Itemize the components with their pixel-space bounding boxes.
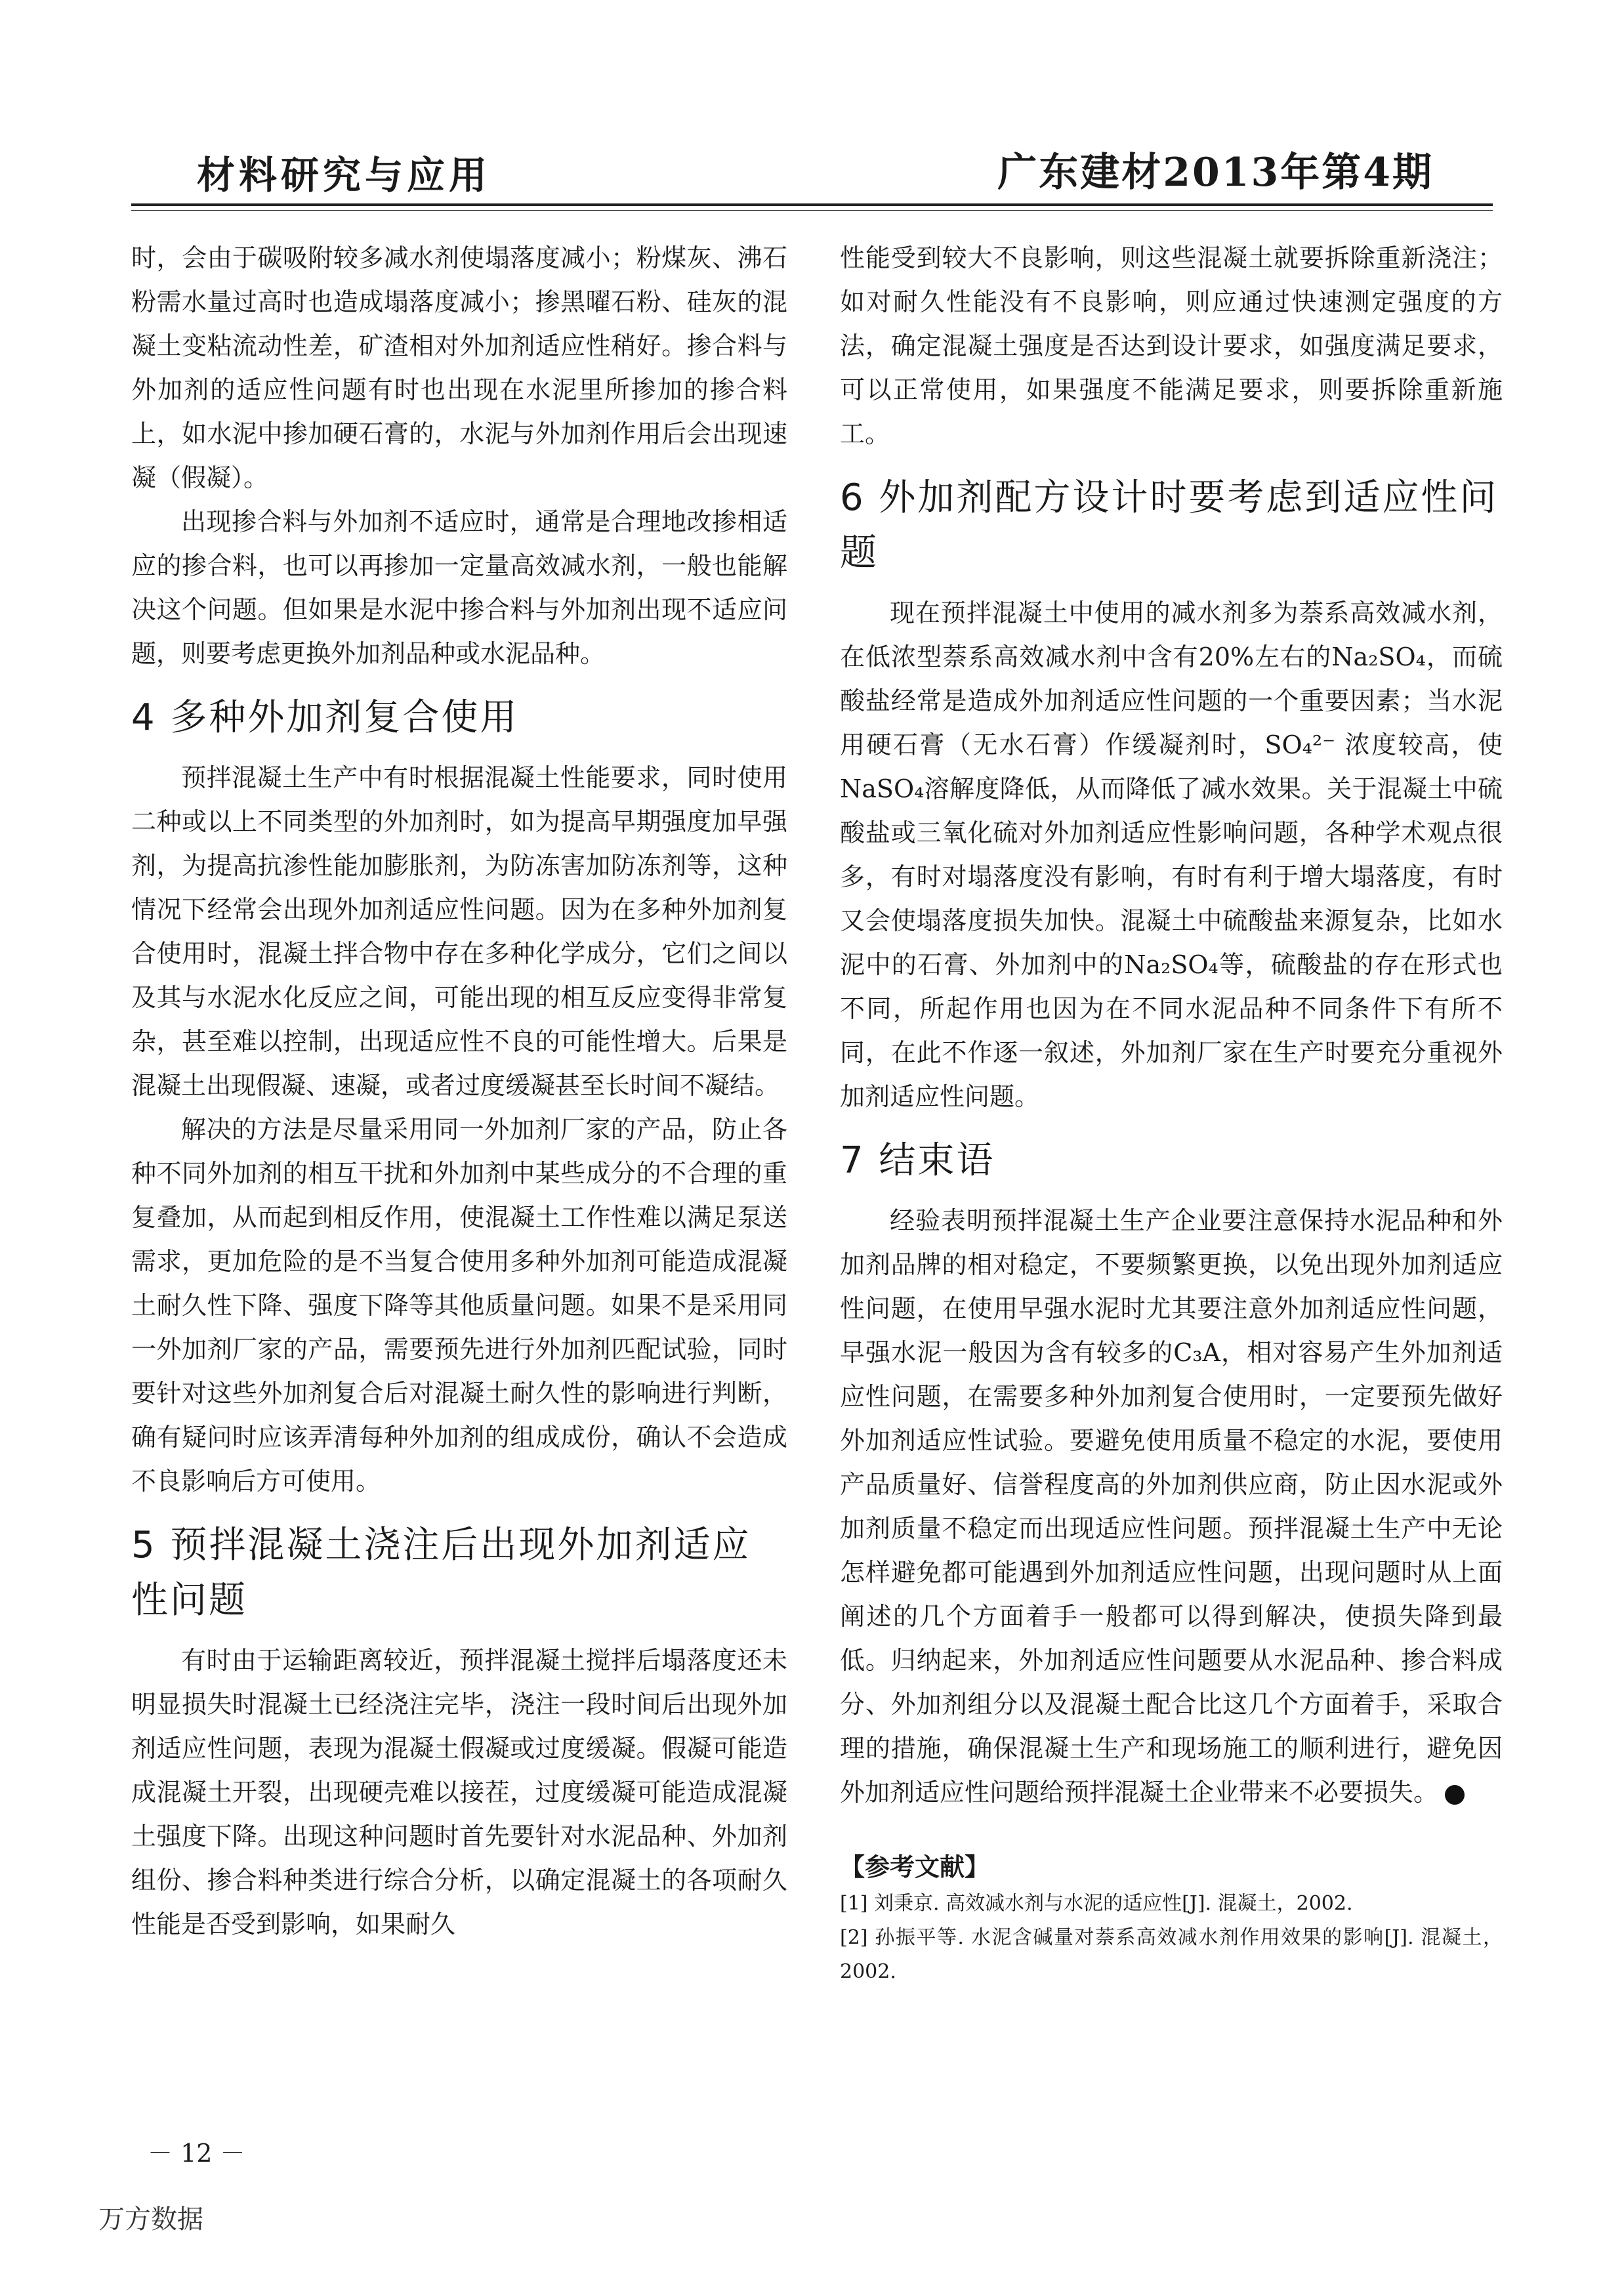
reference-item: [1] 刘秉京. 高效减水剂与水泥的适应性[J]. 混凝土，2002. bbox=[840, 1892, 1353, 1915]
right-column bbox=[840, 236, 1503, 1989]
section-heading-6: 6 外加剂配方设计时要考虑到适应性问题 bbox=[840, 476, 1499, 574]
references-title: 【参考文献】 bbox=[840, 1853, 990, 1881]
header-rule bbox=[131, 203, 1493, 206]
paragraph: 出现掺合料与外加剂不适应时，通常是合理地改掺相适应的掺合料，也可以再掺加一定量高效减水剂，一般也能解决这个问题。但如果是水泥中掺合料与外加剂出现不适应问题，则要考虑更换外加剂品种或水泥品种。 bbox=[131, 507, 787, 668]
paragraph: 有时由于运输距离较近，预拌混凝土搅拌后塌落度还未明显损失时混凝土已经浇注完毕，浇注一段时间后出现外加剂适应性问题，表现为混凝土假凝或过度缓凝。假凝可能造成混凝土开裂，出现硬壳难以接茬，过度缓凝可能造成混凝土强度下降。出现这种问题时首先要针对水泥品种、外加剂组份、掺合料种类进行综合分析，以确定混凝土的各项耐久性能是否受到影响，如果耐久 bbox=[131, 1646, 787, 1939]
paragraph-conclusion bbox=[840, 1199, 1503, 1815]
paragraph: 解决的方法是尽量采用同一外加剂厂家的产品，防止各种不同外加剂的相互干扰和外加剂中某些成分的不合理的重复叠加，从而起到相反作用，使混凝土工作性难以满足泵送需求，更加危险的是不当复合使用多种外加剂可能造成混凝土耐久性下降、强度下降等其他质量问题。如果不是采用同一外加剂厂家的产品，需要预先进行外加剂匹配试验，同时要针对这些外加剂复合后对混凝土耐久性的影响进行判断，确有疑问时应该弄清每种外加剂的组成成份，确认不会造成不良影响后方可使用。 bbox=[131, 1115, 787, 1496]
end-mark-icon bbox=[1445, 1785, 1465, 1805]
paragraph: 现在预拌混凝土中使用的减水剂多为萘系高效减水剂，在低浓型萘系高效减水剂中含有20%左右的Na₂SO₄，而硫酸盐经常是造成外加剂适应性问题的一个重要因素；当水泥用硬石膏（无水石膏）作缓凝剂时，SO₄²⁻ 浓度较高，使NaSO₄溶解度降低，从而降低了减水效果。关于混凝土中硫酸盐或三氧化硫对外加剂适应性影响问题，各种学术观点很多，有时对塌落度没有影响，有时有利于增大塌落度，有时又会使塌落度损失加快。混凝土中硫酸盐来源复杂，比如水泥中的石膏、外加剂中的Na₂SO₄等，硫酸盐的存在形式也不同，所起作用也因为在不同水泥品种不同条件下有所不同，在此不作逐一叙述，外加剂厂家在生产时要充分重视外加剂适应性问题。 bbox=[840, 599, 1503, 1111]
page-number: － 12 － bbox=[148, 2139, 245, 2168]
source-watermark: 万方数据 bbox=[98, 2204, 203, 2235]
section-heading-7: 7 结束语 bbox=[840, 1139, 995, 1182]
paragraph: 性能受到较大不良影响，则这些混凝土就要拆除重新浇注；如对耐久性能没有不良影响，则应通过快速测定强度的方法，确定混凝土强度是否达到设计要求，如强度满足要求，可以正常使用，如果强度不能满足要求，则要拆除重新施工。 bbox=[840, 243, 1503, 448]
section-heading-5: 5 预拌混凝土浇注后出现外加剂适应性问题 bbox=[131, 1524, 751, 1622]
running-header-journal: 广东建材2013年第4期 bbox=[997, 150, 1434, 196]
section-heading-4: 4 多种外加剂复合使用 bbox=[131, 696, 519, 739]
header-rule-thin bbox=[131, 210, 1493, 211]
running-header-section: 材料研究与应用 bbox=[197, 153, 491, 198]
left-column bbox=[131, 236, 787, 1946]
paragraph: 预拌混凝土生产中有时根据混凝土性能要求，同时使用二种或以上不同类型的外加剂时，如为提高早期强度加早强剂，为提高抗渗性能加膨胀剂，为防冻害加防冻剂等，这种情况下经常会出现外加剂适应性问题。因为在多种外加剂复合使用时，混凝土拌合物中存在多种化学成分，它们之间以及其与水泥水化反应之间，可能出现的相互反应变得非常复杂，甚至难以控制，出现适应性不良的可能性增大。后果是混凝土出现假凝、速凝，或者过度缓凝甚至长时间不凝结。 bbox=[131, 763, 787, 1100]
paragraph: 时，会由于碳吸附较多减水剂使塌落度减小；粉煤灰、沸石粉需水量过高时也造成塌落度减小；掺黑曜石粉、硅灰的混凝土变粘流动性差，矿渣相对外加剂适应性稍好。掺合料与外加剂的适应性问题有时也出现在水泥里所掺加的掺合料上，如水泥中掺加硬石膏的，水泥与外加剂作用后会出现速凝（假凝）。 bbox=[131, 243, 787, 492]
reference-item: [2] 孙振平等. 水泥含碱量对萘系高效减水剂作用效果的影响[J]. 混凝土，2002. bbox=[840, 1926, 1503, 1983]
conclusion-text: 经验表明预拌混凝土生产企业要注意保持水泥品种和外加剂品牌的相对稳定，不要频繁更换，以免出现外加剂适应性问题，在使用早强水泥时尤其要注意外加剂适应性问题，早强水泥一般因为含有较多的C₃A，相对容易产生外加剂适应性问题，在需要多种外加剂复合使用时，一定要预先做好外加剂适应性试验。要避免使用质量不稳定的水泥，要使用产品质量好、信誉程度高的外加剂供应商，防止因水泥或外加剂质量不稳定而出现适应性问题。预拌混凝土生产中无论怎样避免都可能遇到外加剂适应性问题，出现问题时从上面阐述的几个方面着手一般都可以得到解决，使损失降到最低。归纳起来，外加剂适应性问题要从水泥品种、掺合料成分、外加剂组分以及混凝土配合比这几个方面着手，采取合理的措施，确保混凝土生产和现场施工的顺利进行，避免因外加剂适应性问题给预拌混凝土企业带来不必要损失。 bbox=[840, 1206, 1503, 1807]
references bbox=[840, 1847, 1503, 1989]
